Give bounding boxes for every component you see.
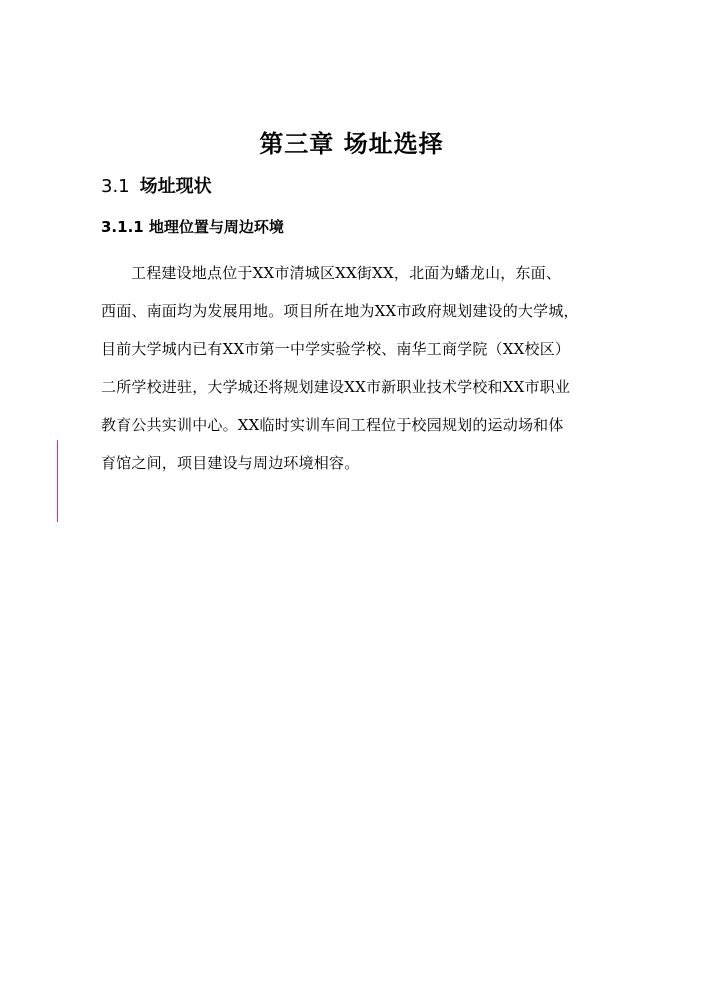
subsection-title: 3.1.1 地理位置与周边环境 bbox=[101, 218, 284, 236]
paragraph-line: 二所学校进驻，大学城还将规划建设XX市新职业技术学校和XX市职业 bbox=[101, 378, 571, 396]
section-number: 3.1 bbox=[101, 176, 130, 197]
paragraph-line: 教育公共实训中心。XX临时实训车间工程位于校园规划的运动场和体 bbox=[101, 416, 564, 434]
chapter-title: 第三章 场址选择 bbox=[259, 130, 444, 158]
paragraph-line: 育馆之间，项目建设与周边环境相容。 bbox=[101, 454, 360, 472]
paragraph-line: 西面、南面均为发展用地。项目所在地为XX市政府规划建设的大学城， bbox=[101, 302, 579, 320]
section-title: 场址现状 bbox=[139, 176, 212, 197]
paragraph-line: 目前大学城内已有XX市第一中学实验学校、南华工商学院（XX校区） bbox=[101, 340, 571, 358]
section-heading bbox=[101, 174, 212, 200]
paragraph-line: 工程建设地点位于XX市清城区XX街XX，北面为蟠龙山，东面、 bbox=[131, 264, 562, 282]
revision-change-bar bbox=[57, 440, 58, 522]
